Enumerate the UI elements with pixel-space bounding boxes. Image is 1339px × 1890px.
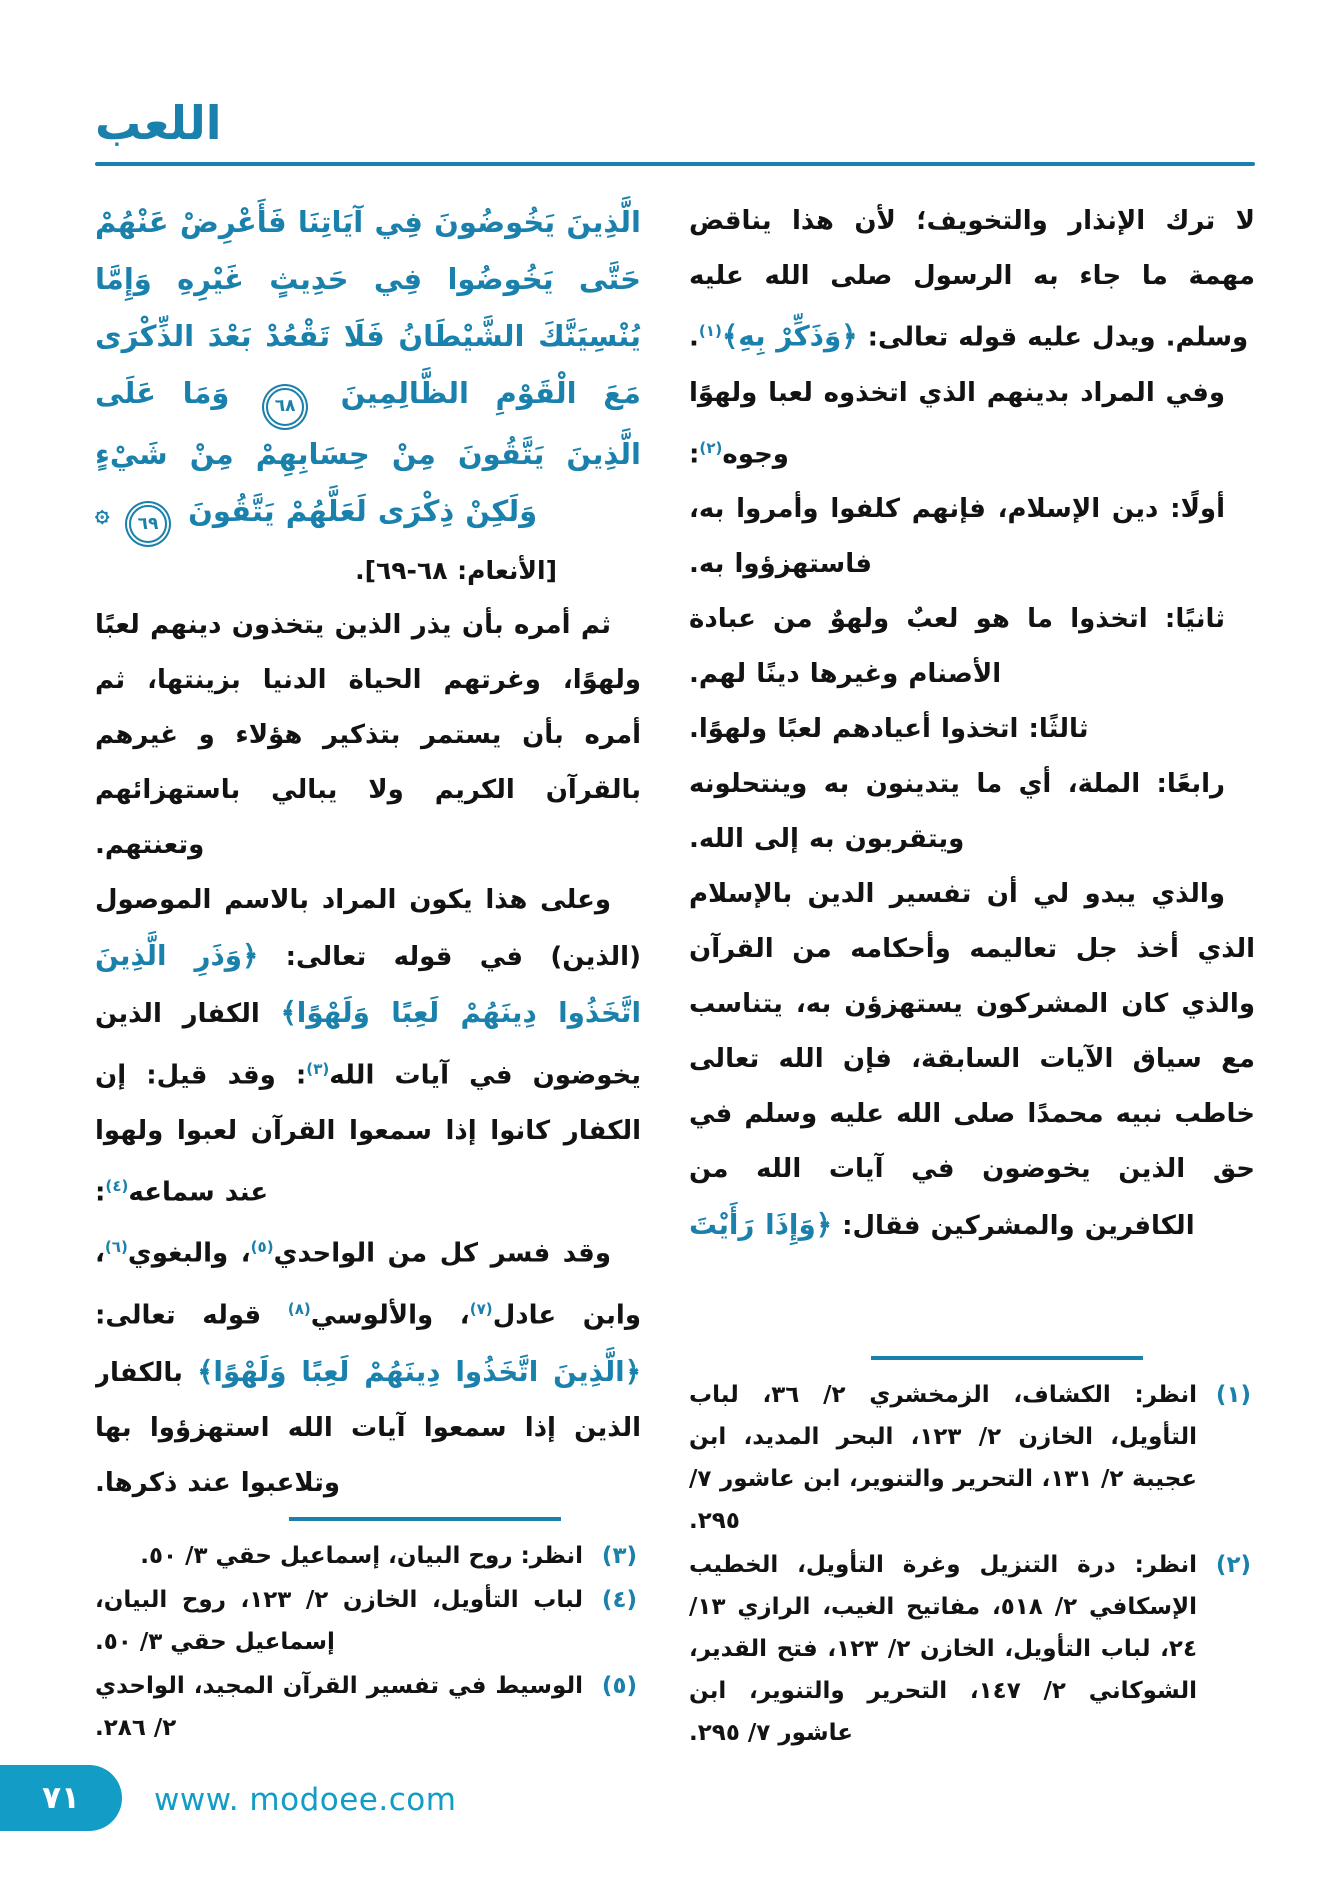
footnote-ref: (١) — [698, 322, 722, 340]
paragraph — [689, 366, 1255, 483]
footnote-ref: (٢) — [699, 438, 723, 457]
footnote-list — [689, 1374, 1255, 1754]
footnote-ref: (٦) — [104, 1238, 128, 1257]
text-run: وعلى هذا يكون المراد بالاسم الموصول (الذين) في قوله تعالى: — [95, 885, 641, 972]
ayah-marker: ٦٨ — [266, 388, 304, 426]
text-columns — [95, 194, 1255, 1754]
page-number: ٧١ — [42, 1780, 80, 1816]
paragraph — [689, 702, 1255, 757]
text-run: ، والألوسي — [310, 1300, 470, 1331]
column-right — [689, 194, 1255, 1754]
footnote — [95, 1535, 641, 1577]
column-right-footnotes — [689, 1350, 1255, 1754]
text-run: والذي يبدو لي أن تفسير الدين بالإسلام الذي أخذ جل تعاليمه وأحكامه من القرآن والذي كان المشركون يستهزؤن به، يتناسب مع سياق الآيات السابقة، فإن الله تعالى خاطب نبيه محمدًا صلى الله عليه وسلم في حق الذين يخوضون في آيات الله من الكافرين والمشركين فقال: — [689, 879, 1255, 1242]
footnote-text: الوسيط في تفسير القرآن المجيد، الواحدي ٢/ ٢٨٦. — [95, 1672, 583, 1741]
text-run: أولًا: دين الإسلام، فإنهم كلفوا وأمروا به، فاستهزؤوا به. — [689, 494, 1225, 580]
quran-inline: الَّذِينَ يَخُوضُونَ فِي آيَاتِنَا فَأَعْرِضْ عَنْهُمْ حَتَّى يَخُوضُوا فِي حَدِيثٍ غَيْرِهِ وَإِمَّا يُنْسِيَنَّكَ الشَّيْطَانُ فَلَا تَقْعُدْ بَعْدَ الذِّكْرَى مَعَ الْقَوْمِ الظَّالِمِينَ — [95, 205, 641, 410]
quran-inline: ﴿وَإِذَا رَأَيْتَ — [689, 1208, 833, 1242]
quran-inline: ﴿الَّذِينَ اتَّخَذُوا دِينَهُمْ لَعِبًا وَلَهْوًا﴾ — [197, 1354, 641, 1388]
website-url[interactable]: www. modoee.com — [154, 1782, 457, 1818]
text-run: [الأنعام: ٦٨-٦٩]. — [355, 556, 557, 585]
text-run: ، والبغوي — [127, 1238, 251, 1269]
footnote-ref: (٥) — [250, 1238, 274, 1257]
footnote-number: (٢) — [1215, 1552, 1251, 1578]
text-run: ثانيًا: اتخذوا ما هو لعبٌ ولهوٌ من عبادة الأصنام وغيرها دينًا لهم. — [689, 604, 1225, 690]
verse-citation — [95, 543, 641, 598]
text-run: . — [689, 322, 699, 353]
text-run: : — [689, 439, 700, 470]
footnote — [689, 1374, 1255, 1542]
text-run: ، وابن عادل — [95, 1238, 641, 1331]
paragraph — [689, 194, 1255, 366]
footnote — [95, 1579, 641, 1663]
footnote-separator — [871, 1356, 1143, 1360]
footnote-number — [602, 1751, 637, 1754]
text-run: بالكفار الذين إذا سمعوا آيات الله استهزؤوا بها وتلاعبوا عند ذكرها. — [95, 1357, 641, 1498]
footnote-separator — [289, 1517, 561, 1521]
page-number-pill — [0, 1765, 122, 1831]
page-title: اللعب — [95, 96, 222, 150]
footnote-text: انظر: الكشاف، الزمخشري ٢/ ٣٦، لباب التأويل، الخازن ٢/ ١٢٣، البحر المديد، ابن عجيبة ٢/ ١٣١، التحرير والتنوير، ابن عاشور ٧/ ٢٩٥. — [689, 1382, 1197, 1534]
text-run: الكفار الذين يخوضون في آيات الله — [95, 999, 641, 1091]
footnote-text — [95, 1751, 583, 1754]
paragraph — [689, 867, 1255, 1254]
column-left — [95, 194, 641, 1754]
footnote-text: انظر: روح البيان، إسماعيل حقي ٣/ ٥٠. — [140, 1542, 583, 1569]
footnote-ref: (٤) — [105, 1176, 129, 1195]
text-run: لا ترك الإنذار والتخويف؛ لأن هذا يناقض مهمة ما جاء به الرسول صلى الله عليه وسلم. ويدل عليه قوله تعالى: — [689, 206, 1255, 353]
footnote-ref: (٧) — [469, 1299, 493, 1318]
text-run: وفي المراد بدينهم الذي اتخذوه لعبا ولهوًا وجوه — [689, 377, 1225, 470]
paragraph — [689, 592, 1255, 702]
quran-inline: وَمَا عَلَى الَّذِينَ يَتَّقُونَ مِنْ حِسَابِهِمْ مِنْ شَيْءٍ وَلَكِنْ ذِكْرَى لَعَلَّهُمْ يَتَّقُونَ — [95, 376, 641, 528]
text-run: : — [95, 1177, 106, 1208]
footnote — [95, 1665, 641, 1749]
quran-verse-block — [95, 194, 641, 543]
footnote-list — [95, 1535, 641, 1754]
paragraph — [95, 873, 641, 1220]
paragraph — [689, 757, 1255, 867]
footnote-ref: (٨) — [287, 1299, 311, 1318]
text-run: وقد فسر كل من الواحدي — [273, 1238, 611, 1269]
quran-inline: ﴿وَذَكِّرْ بِهِ﴾ — [721, 319, 858, 353]
footnote — [689, 1544, 1255, 1754]
paragraph — [95, 598, 641, 873]
footnote-number: (٥) — [601, 1672, 637, 1699]
paragraph — [95, 1220, 641, 1510]
paragraph — [689, 482, 1255, 592]
page-header — [95, 0, 1255, 166]
text-run: : وقد قيل: إن الكفار كانوا إذا سمعوا القرآن لعبوا ولهوا عند سماعه — [95, 1060, 641, 1208]
footnote-number: (٣) — [601, 1542, 637, 1569]
ayah-marker: ٦٩ — [129, 505, 167, 543]
quran-inline: ﴿وَذَرِ الَّذِينَ اتَّخَذُوا دِينَهُمْ لَعِبًا وَلَهْوًا﴾ — [95, 939, 641, 1029]
column-right-body — [689, 194, 1255, 1254]
footnote-text: انظر: درة التنزيل وغرة التأويل، الخطيب الإسكافي ٢/ ٥١٨، مفاتيح الغيب، الرازي ١٣/ ٢٤، لباب التأويل، الخازن ٢/ ١٢٣، فتح القدير، الشوكاني ٢/ ١٤٧، التحرير والتنوير، ابن عاشور ٧/ ٢٩٥. — [689, 1552, 1197, 1746]
footnote-number: (٤) — [601, 1586, 637, 1613]
footnote-text: لباب التأويل، الخازن ٢/ ١٢٣، روح البيان، إسماعيل حقي ٣/ ٥٠. — [95, 1586, 583, 1655]
ornament: ۞ — [95, 497, 120, 527]
text-run: قوله تعالى: — [95, 1300, 288, 1331]
header-rule — [95, 162, 1255, 166]
footnote — [95, 1751, 641, 1754]
text-run: ثالثًا: اتخذوا أعيادهم لعبًا ولهوًا. — [689, 714, 1089, 745]
text-run: ثم أمره بأن يذر الذين يتخذون دينهم لعبًا ولهوًا، وغرتهم الحياة الدنيا بزينتها، ثم أمره بأن يستمر بتذكير هؤلاء و غيرهم بالقرآن الكريم ولا يبالي باستهزائهم وتعنتهم. — [95, 610, 641, 860]
column-left-footnotes — [95, 1511, 641, 1754]
footnote-ref: (٣) — [306, 1060, 330, 1078]
column-left-body — [95, 194, 641, 1511]
footnote-number: (١) — [1215, 1382, 1251, 1408]
text-run: رابعًا: الملة، أي ما يتدينون به وينتحلونه ويتقربون به إلى الله. — [689, 769, 1225, 855]
